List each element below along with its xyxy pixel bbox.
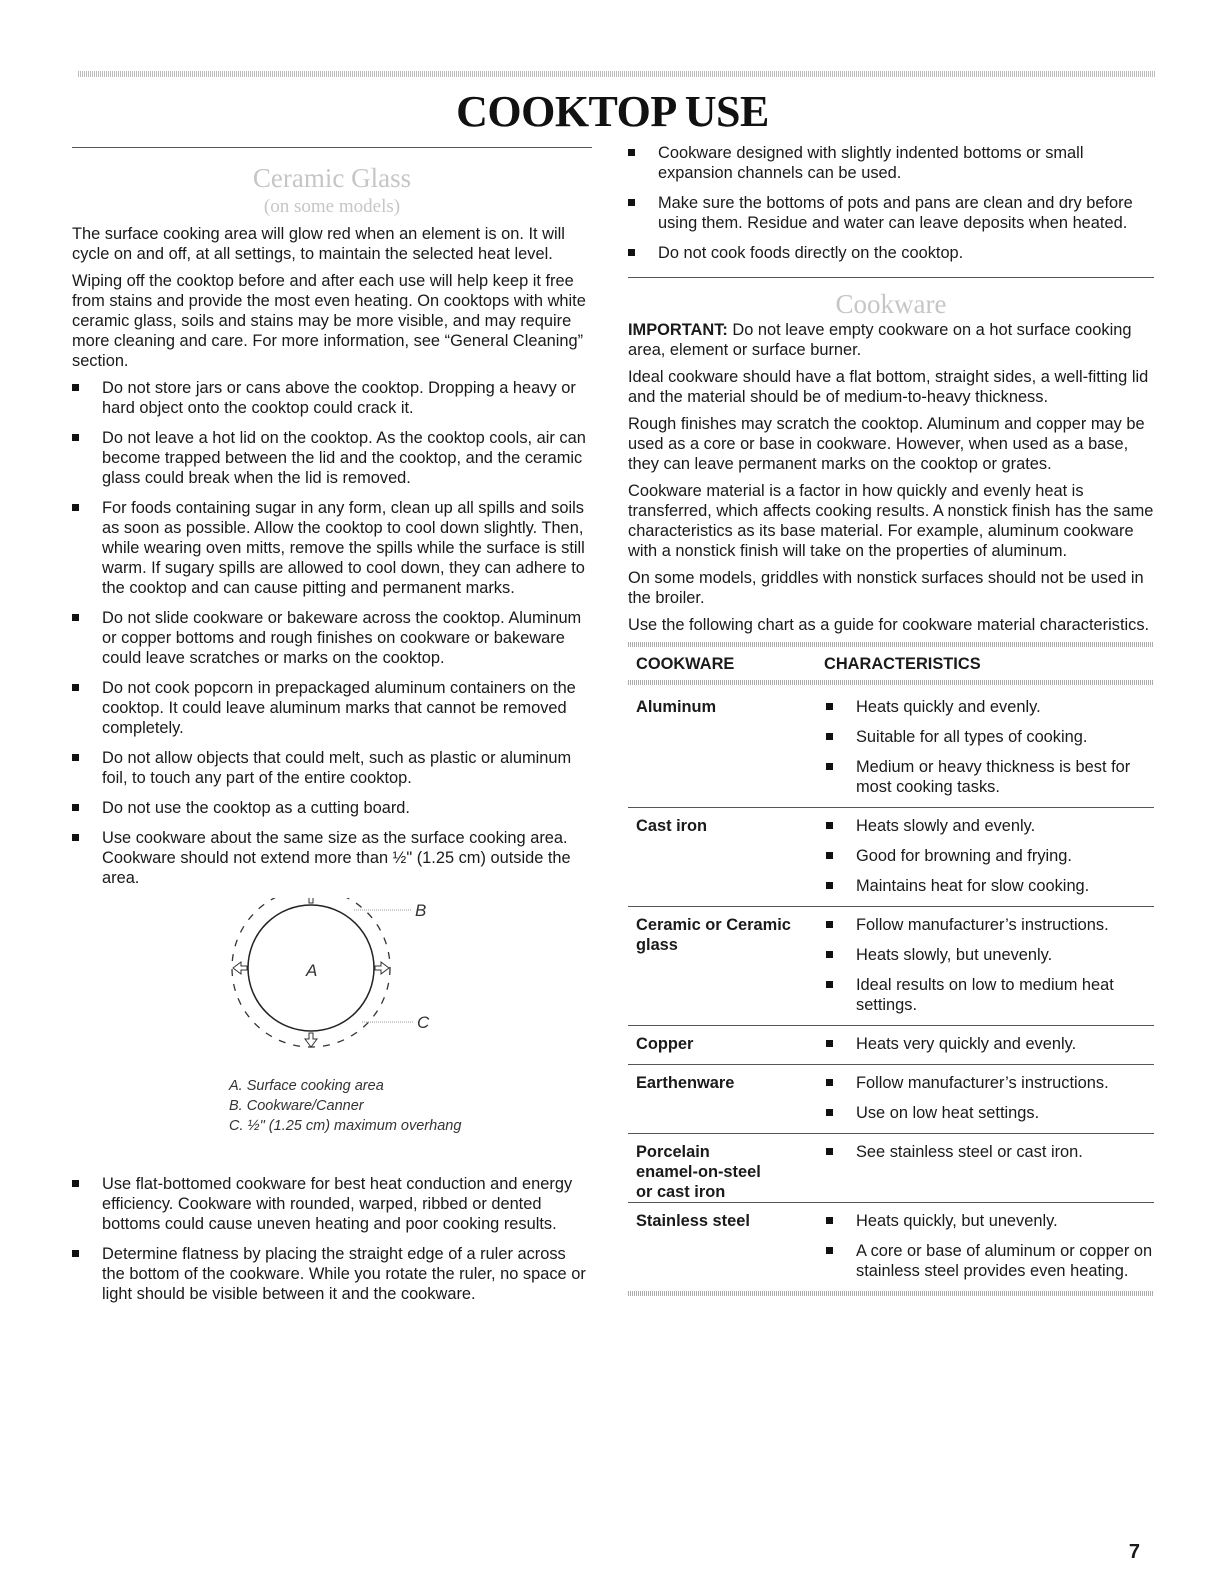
list-item: Heats quickly, but unevenly.	[824, 1211, 1154, 1231]
caption-a: A. Surface cooking area	[229, 1078, 384, 1094]
list-item: Maintains heat for slow cooking.	[824, 876, 1154, 896]
table-row	[628, 906, 1154, 1025]
row-name: Stainless steel	[636, 1212, 750, 1230]
important-note	[628, 320, 1154, 360]
cookware-table	[628, 642, 1154, 1296]
list-item: Use cookware about the same size as the surface cooking area. Cookware should not extend more than ½" (1.25 cm) outside the area.	[72, 828, 592, 888]
table-row	[628, 807, 1154, 906]
list-item: Use on low heat settings.	[824, 1103, 1154, 1123]
list-item: A core or base of aluminum or copper on stainless steel provides even heating.	[824, 1241, 1154, 1281]
top-dither-rule	[78, 71, 1156, 77]
list-item: Do not store jars or cans above the cooktop. Dropping a heavy or hard object onto the cooktop could crack it.	[72, 378, 592, 418]
cookware-overhang-illustration	[72, 898, 592, 1068]
cookware-paragraph-5: Use the following chart as a guide for cookware material characteristics.	[628, 616, 1150, 634]
list-item: Make sure the bottoms of pots and pans are clean and dry before using them. Residue and water can leave deposits when heated.	[628, 193, 1154, 233]
cookware-paragraph-3: Cookware material is a factor in how quickly and evenly heat is transferred, which affects cooking results. A nonstick finish has the same characteristics as its base material. For example, aluminum cookware with a nonstick finish will take on the properties of aluminum.	[628, 482, 1154, 560]
list-item: Do not allow objects that could melt, such as plastic or aluminum foil, to touch any part of the entire cooktop.	[72, 748, 592, 788]
list-item: Use flat-bottomed cookware for best heat conduction and energy efficiency. Cookware with rounded, warped, ribbed or dented bottoms could cause uneven heating and poor cooking results.	[72, 1174, 592, 1234]
list-item: Do not use the cooktop as a cutting board.	[72, 798, 592, 818]
row-name: Cast iron	[636, 817, 708, 835]
table-row	[628, 1064, 1154, 1133]
row-name: Aluminum	[636, 698, 717, 716]
list-item: Good for browning and frying.	[824, 846, 1154, 866]
table-header	[628, 647, 1154, 680]
right-bullet-list	[628, 143, 1154, 263]
list-item: Heats quickly and evenly.	[824, 697, 1154, 717]
label-c: C	[417, 1013, 430, 1032]
ceramic-glass-subheading: (on some models)	[263, 196, 401, 217]
important-label: IMPORTANT:	[628, 321, 728, 339]
cookware-size-diagram	[72, 898, 592, 1148]
caption-c: C. ½" (1.25 cm) maximum overhang	[229, 1118, 462, 1134]
table-row	[628, 1025, 1154, 1064]
list-item: Medium or heavy thickness is best for most cooking tasks.	[824, 757, 1154, 797]
label-b: B	[415, 901, 427, 920]
row-name: Porcelain enamel-on-steel or cast iron	[636, 1143, 761, 1201]
list-item: Do not leave a hot lid on the cooktop. As the cooktop cools, air can become trapped between the lid and the cooktop, and the ceramic glass could break when the lid is removed.	[72, 428, 592, 488]
list-item: Follow manufacturer’s instructions.	[824, 915, 1154, 935]
list-item: For foods containing sugar in any form, clean up all spills and soils as soon as possible. Allow the cooktop to cool down slightly. Then, while wearing oven mitts, remove the spills while the surface is still warm. If sugary spills are allowed to cool down, they can adhere to the cooktop and can cause pitting and permanent marks.	[72, 498, 592, 598]
table-row	[628, 1133, 1154, 1202]
label-a: A	[306, 961, 318, 980]
ceramic-paragraph-1: The surface cooking area will glow red when an element is on. It will cycle on and off, at all settings, to maintain the selected heat level.	[72, 225, 565, 263]
table-row	[628, 685, 1154, 807]
ceramic-bullet-list	[72, 378, 592, 888]
cookware-paragraph-4: On some models, griddles with nonstick surfaces should not be used in the broiler.	[628, 569, 1144, 607]
list-item: Do not cook popcorn in prepackaged aluminum containers on the cooktop. It could leave aluminum marks that cannot be removed completely.	[72, 678, 592, 738]
list-item: Determine flatness by placing the straight edge of a ruler across the bottom of the cookware. While you rotate the ruler, no space or light should be visible between it and the cookware.	[72, 1244, 592, 1304]
list-item: Do not slide cookware or bakeware across the cooktop. Aluminum or copper bottoms and rough finishes on cookware or bakeware could leave scratches or marks on the cooktop.	[72, 608, 592, 668]
right-column	[628, 143, 1154, 1296]
page-title: COOKTOP USE	[456, 87, 769, 136]
table-bottom-rule	[628, 1291, 1154, 1296]
ceramic-glass-heading: Ceramic Glass	[252, 163, 412, 193]
section-rule	[72, 147, 592, 148]
list-item: Heats very quickly and evenly.	[824, 1034, 1154, 1054]
page-number: 7	[1128, 1541, 1140, 1563]
list-item: Cookware designed with slightly indented bottoms or small expansion channels can be used.	[628, 143, 1154, 183]
caption-b: B. Cookware/Canner	[229, 1098, 364, 1114]
row-name: Copper	[636, 1035, 694, 1053]
column-header-cookware: COOKWARE	[636, 655, 735, 673]
flatness-bullet-list	[72, 1174, 592, 1304]
left-column	[72, 147, 592, 1314]
list-item: Follow manufacturer’s instructions.	[824, 1073, 1154, 1093]
list-item: Heats slowly and evenly.	[824, 816, 1154, 836]
cookware-paragraph-1: Ideal cookware should have a flat bottom, straight sides, a well-fitting lid and the material should be of medium-to-heavy thickness.	[628, 368, 1149, 406]
important-text: Do not leave empty cookware on a hot surface cooking area, element or surface burner.	[628, 321, 1132, 359]
list-item: See stainless steel or cast iron.	[824, 1142, 1154, 1162]
list-item: Do not cook foods directly on the cooktop.	[628, 243, 1154, 263]
row-name: Ceramic or Ceramic glass	[636, 916, 791, 954]
ceramic-paragraph-2: Wiping off the cooktop before and after each use will help keep it free from stains and provide the most even heating. On cooktops with white ceramic glass, soils and stains may be more visible, and may require more cleaning and care. For more information, see “General Cleaning” section.	[72, 272, 586, 370]
cookware-heading: Cookware	[835, 289, 947, 319]
cookware-paragraph-2: Rough finishes may scratch the cooktop. Aluminum and copper may be used as a core or base in cookware. However, when used as a base, they can leave permanent marks on the cooktop or grates.	[628, 415, 1145, 473]
list-item: Suitable for all types of cooking.	[824, 727, 1154, 747]
column-header-characteristics: CHARACTERISTICS	[824, 655, 981, 673]
row-name: Earthenware	[636, 1074, 735, 1092]
table-row	[628, 1202, 1154, 1291]
list-item: Heats slowly, but unevenly.	[824, 945, 1154, 965]
section-rule	[628, 277, 1154, 278]
list-item: Ideal results on low to medium heat settings.	[824, 975, 1154, 1015]
